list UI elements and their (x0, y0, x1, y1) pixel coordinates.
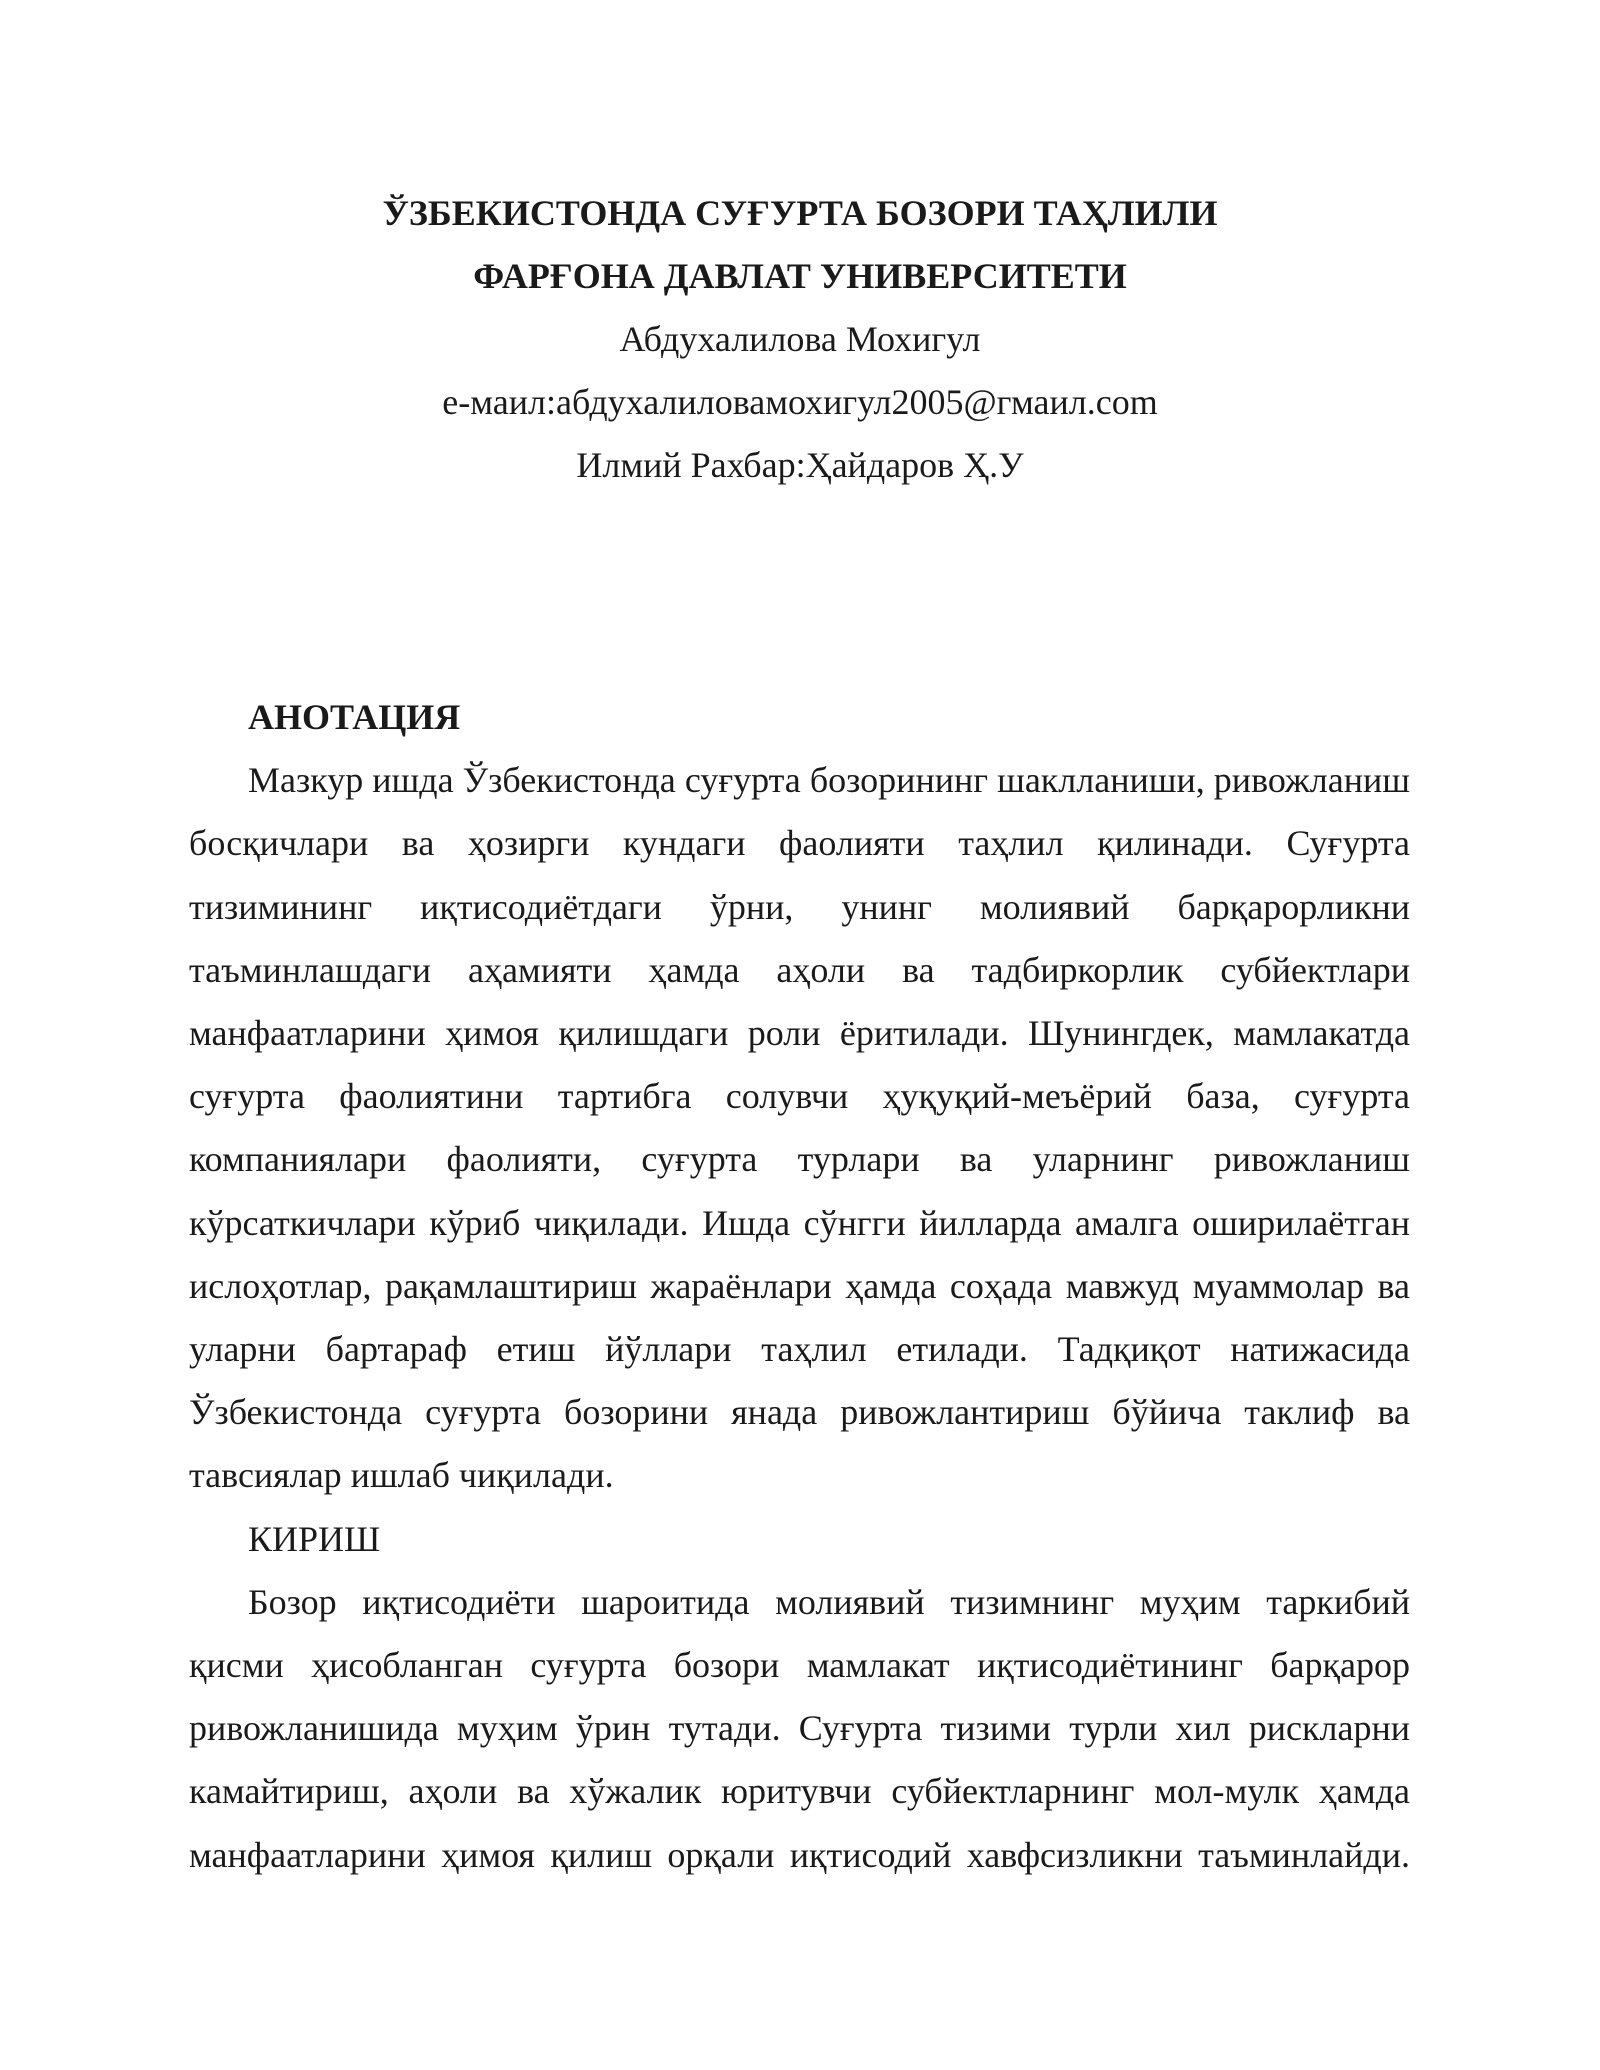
introduction-heading: КИРИШ (248, 1518, 381, 1559)
paper-body (189, 686, 1410, 1887)
paper-header (0, 182, 1600, 497)
author-email: е-маил:абдухалиловамохигул2005@гмаил.com (442, 382, 1158, 422)
supervisor: Илмий Рахбар:Ҳайдаров Ҳ.У (576, 445, 1024, 485)
paper-title: ЎЗБЕКИСТОНДА СУҒУРТА БОЗОРИ ТАҲЛИЛИ (382, 193, 1218, 233)
introduction-paragraph: Бозор иқтисодиёти шароитида молиявий тизимнинг муҳим таркибий қисми ҳисобланган суғурта бозори мамлакат иқтисодиётининг барқарор ривожланишида муҳим ўрин тутади. Суғурта тизими турли хил рискларни камайтириш, аҳоли ва хўжалик юритувчи субйектларнинг мол-мулк ҳамда манфаатларини ҳимоя қилиш орқали иқтисодий хавфсизликни таъминлайди. (189, 1581, 1410, 1875)
abstract-paragraph: Мазкур ишда Ўзбекистонда суғурта бозорининг шаклланиши, ривожланиш босқичлари ва ҳозирги кундаги фаолияти таҳлил қилинади. Суғурта тизимининг иқтисодиётдаги ўрни, унинг молиявий барқарорликни таъминлашдаги аҳамияти ҳамда аҳоли ва тадбиркорлик субйектлари манфаатларини ҳимоя қилишдаги роли ёритилади. Шунингдек, мамлакатда суғурта фаолиятини тартибга солувчи ҳуқуқий-меъёрий база, суғурта компаниялари фаолияти, суғурта турлари ва уларнинг ривожланиш кўрсаткичлари кўриб чиқилади. Ишда сўнгги йилларда амалга оширилаётган ислоҳотлар, рақамлаштириш жараёнлари ҳамда соҳада мавжуд муаммолар ва уларни бартараф етиш йўллари таҳлил етилади. Тадқиқот натижасида Ўзбекистонда суғурта бозорини янада ривожлантириш бўйича таклиф ва тавсиялар ишлаб чиқилади. (189, 760, 1410, 1496)
author-name: Абдухалилова Мохигул (619, 319, 981, 359)
abstract-heading: АНОТАЦИЯ (248, 697, 461, 737)
university-name: ФАРҒОНА ДАВЛАТ УНИВЕРСИТЕТИ (473, 256, 1127, 296)
